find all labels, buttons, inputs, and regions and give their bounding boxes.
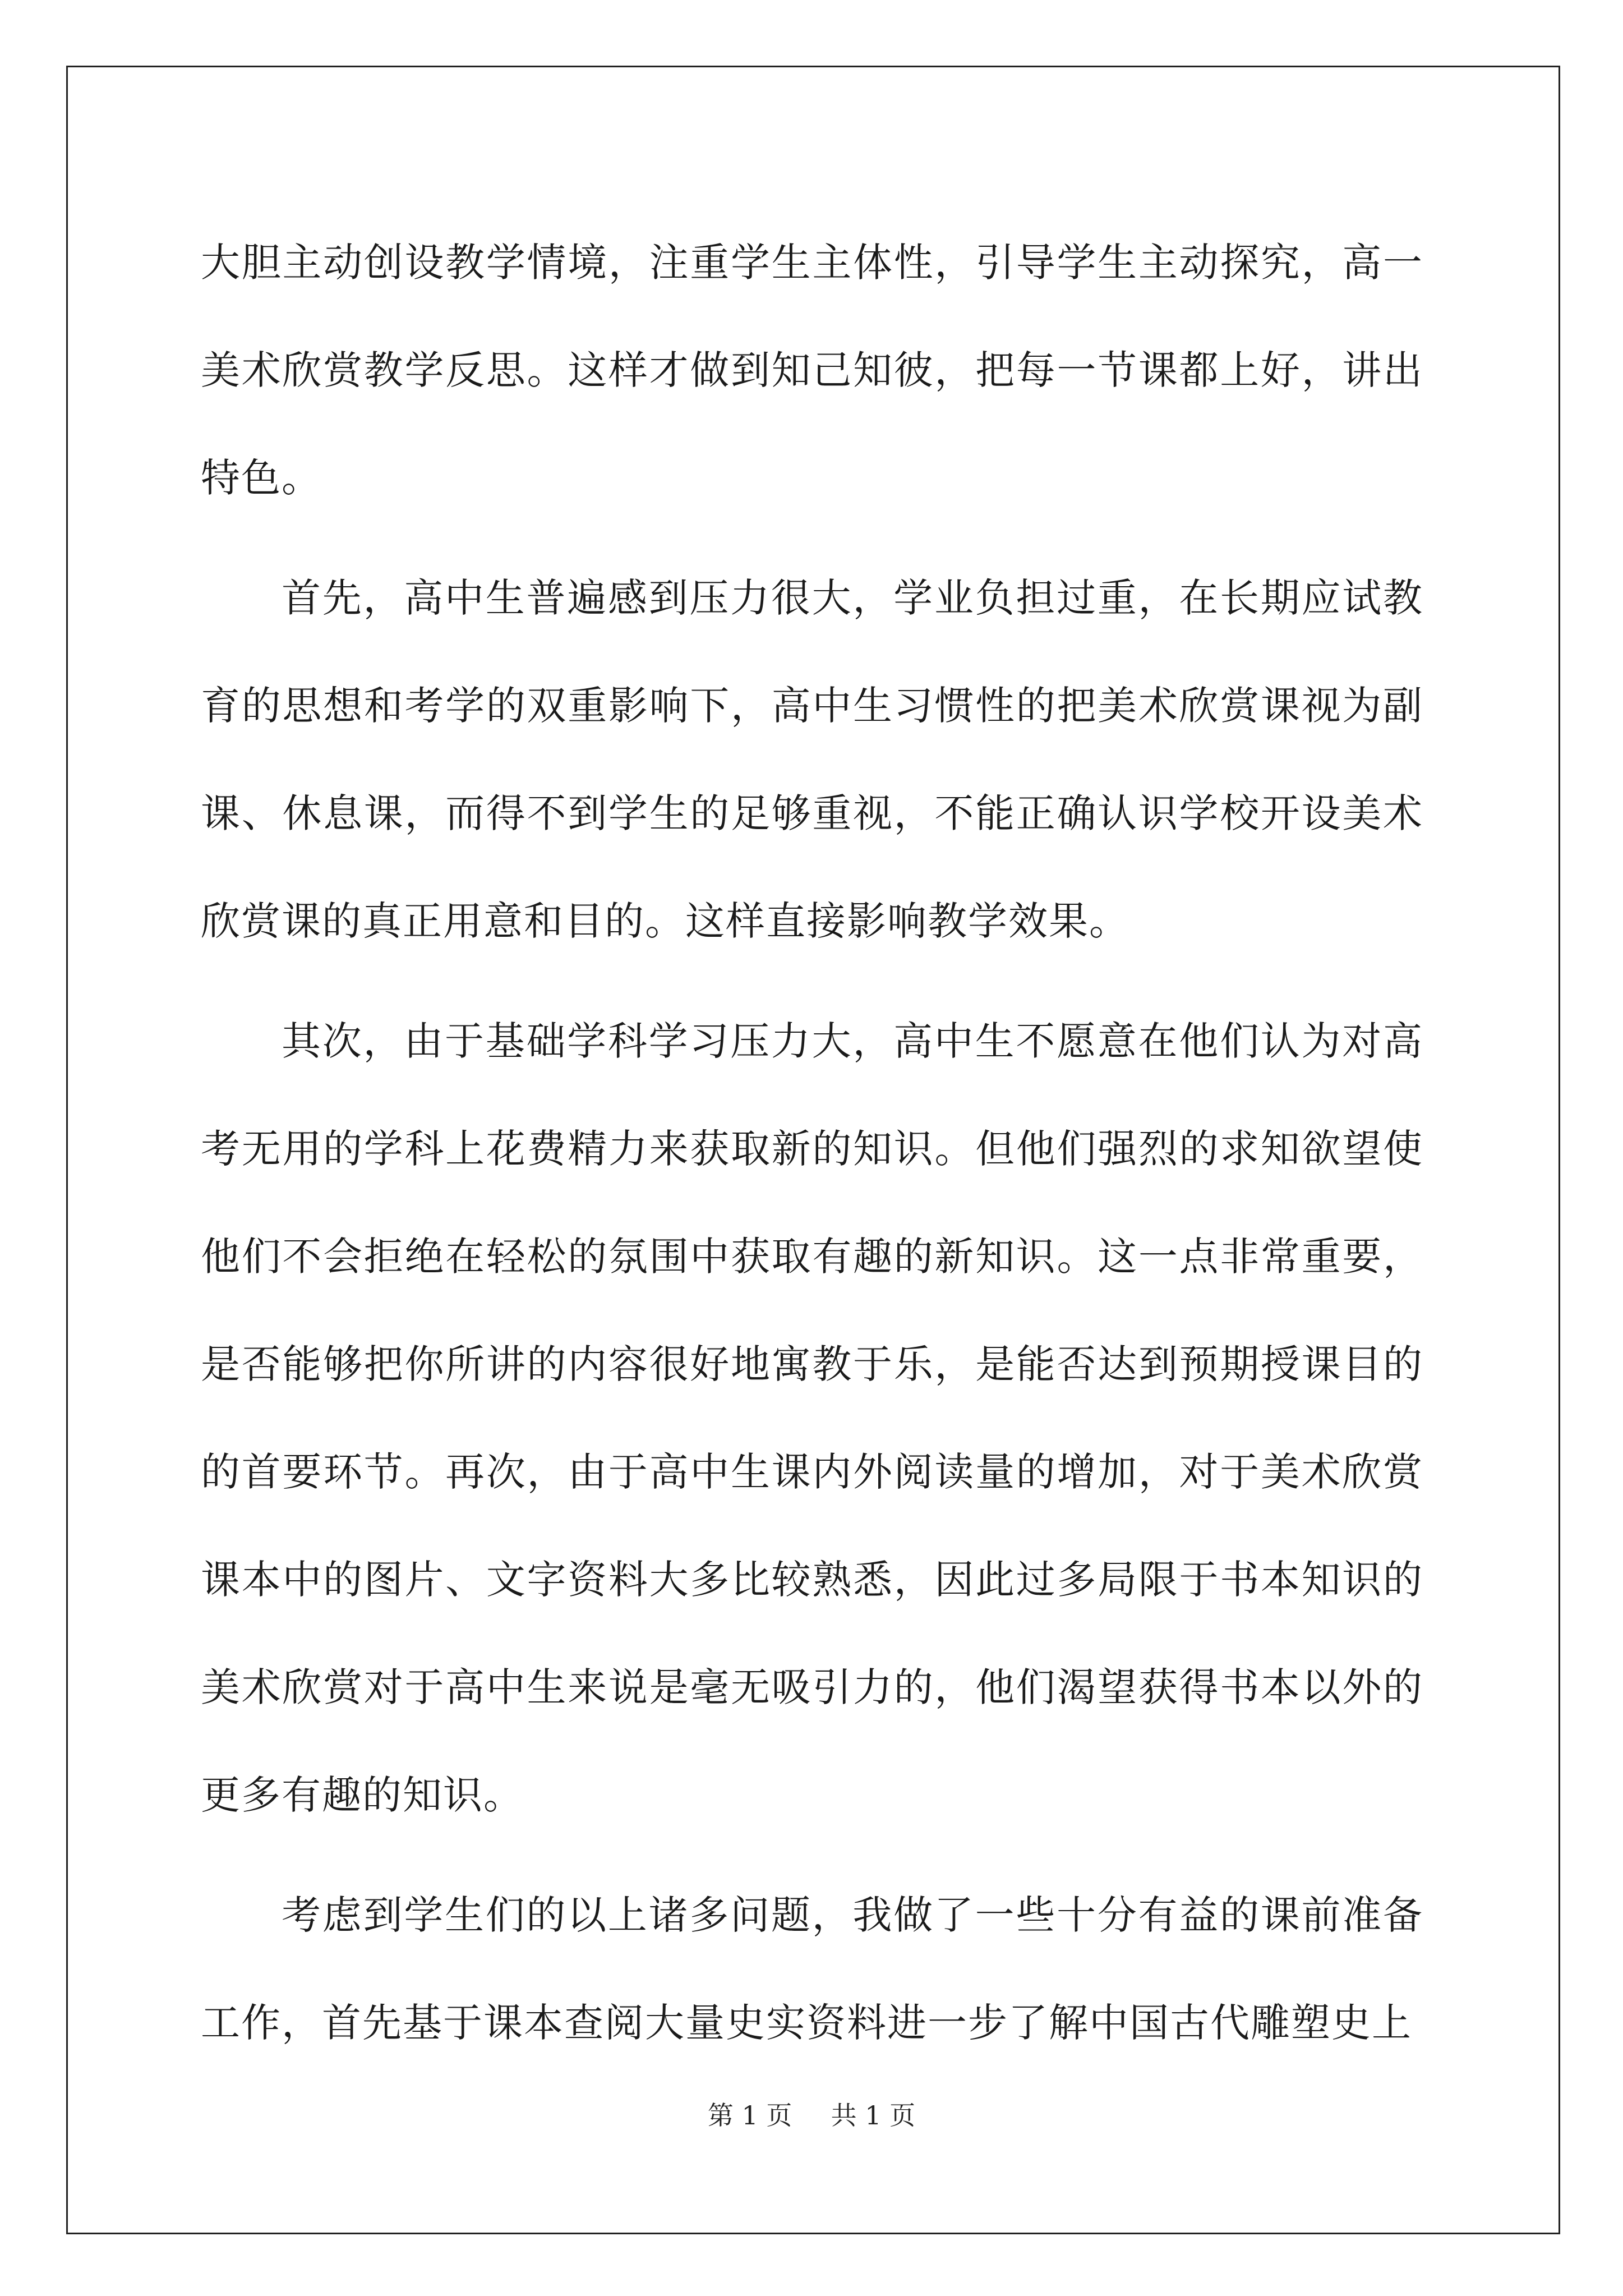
page-number-total: 共 1 页 [831, 2100, 916, 2131]
paragraph-3: 其次，由于基础学科学习压力大，高中生不愿意在他们认为对高考无用的学科上花费精力来获取新的知识。但他们强烈的求知欲望使他们不会拒绝在轻松的氛围中获取有趣的新知识。这一点非常重要，是否能够把你所讲的内容很好地寓教于乐，是能否达到预期授课目的的首要环节。再次，由于高中生课内外阅读量的增加，对于美术欣赏课本中的图片、文字资料大多比较熟悉，因此过多局限于书本知识的美术欣赏对于高中生来说是毫无吸引力的，他们渴望获得书本以外的更多有趣的知识。 [201, 1018, 1423, 1818]
page-number-current: 第 1 页 [707, 2100, 792, 2131]
paragraph-1: 大胆主动创设教学情境，注重学生主体性，引导学生主动探究，高一美术欣赏教学反思。这样才做到知己知彼，把每一节课都上好，讲出特色。 [201, 240, 1423, 501]
paragraph-2: 首先，高中生普遍感到压力很大，学业负担过重，在长期应试教育的思想和考学的双重影响下，高中生习惯性的把美术欣赏课视为副课、休息课，而得不到学生的足够重视，不能正确认识学校开设美术欣赏课的真正用意和目的。这样直接影响教学效果。 [201, 575, 1423, 944]
document-body [201, 209, 1423, 2089]
page-footer [0, 2095, 1623, 2132]
paragraph-4: 考虑到学生们的以上诸多问题，我做了一些十分有益的课前准备工作，首先基于课本查阅大量史实资料进一步了解中国古代雕塑史上 [201, 1892, 1423, 2046]
